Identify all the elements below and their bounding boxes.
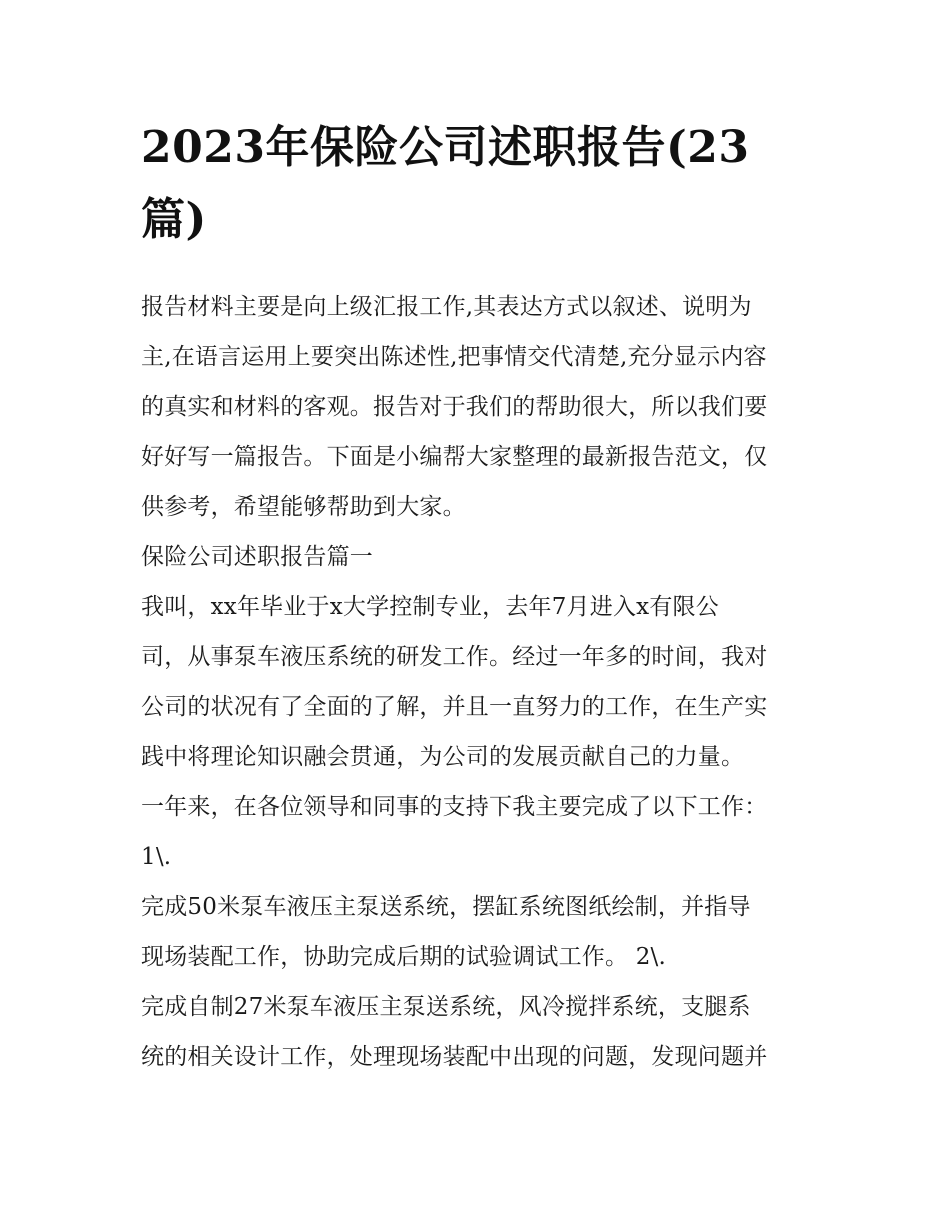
body-line: 的真实和材料的客观。报告对于我们的帮助很大，所以我们要 — [141, 394, 768, 420]
document-body — [141, 282, 813, 1082]
body-line: 我叫，xx年毕业于x大学控制专业，去年7月进入x有限公 — [141, 594, 719, 620]
body-line: 完成自制27米泵车液压主泵送系统，风冷搅拌系统，支腿系 — [141, 994, 751, 1020]
body-line: 践中将理论知识融会贯通，为公司的发展贡献自己的力量。 — [141, 744, 745, 770]
document-title — [141, 112, 813, 256]
body-line: 供参考，希望能够帮助到大家。 — [141, 494, 466, 520]
list-number: 1\. — [141, 844, 172, 870]
title-line-1: 2023年保险公司述职报告(23 — [141, 122, 750, 173]
body-line: 完成50米泵车液压主泵送系统，摆缸系统图纸绘制，并指导 — [141, 894, 751, 920]
body-line: 报告材料主要是向上级汇报工作,其表达方式以叙述、说明为 — [141, 294, 752, 320]
title-line-2: 篇) — [141, 194, 207, 245]
body-line: 统的相关设计工作，处理现场装配中出现的问题，发现问题并 — [141, 1044, 768, 1070]
body-line: 好好写一篇报告。下面是小编帮大家整理的最新报告范文，仅 — [141, 444, 768, 470]
section-heading: 保险公司述职报告篇一 — [141, 544, 373, 570]
body-line: 现场装配工作，协助完成后期的试验调试工作。 2\. — [141, 944, 667, 970]
body-line: 公司的状况有了全面的了解，并且一直努力的工作，在生产实 — [141, 694, 768, 720]
body-line: 主,在语言运用上要突出陈述性,把事情交代清楚,充分显示内容 — [141, 344, 767, 370]
body-line: 司，从事泵车液压系统的研发工作。经过一年多的时间，我对 — [141, 644, 768, 670]
document-page — [141, 112, 813, 1082]
body-line: 一年来，在各位领导和同事的支持下我主要完成了以下工作： — [141, 794, 768, 820]
